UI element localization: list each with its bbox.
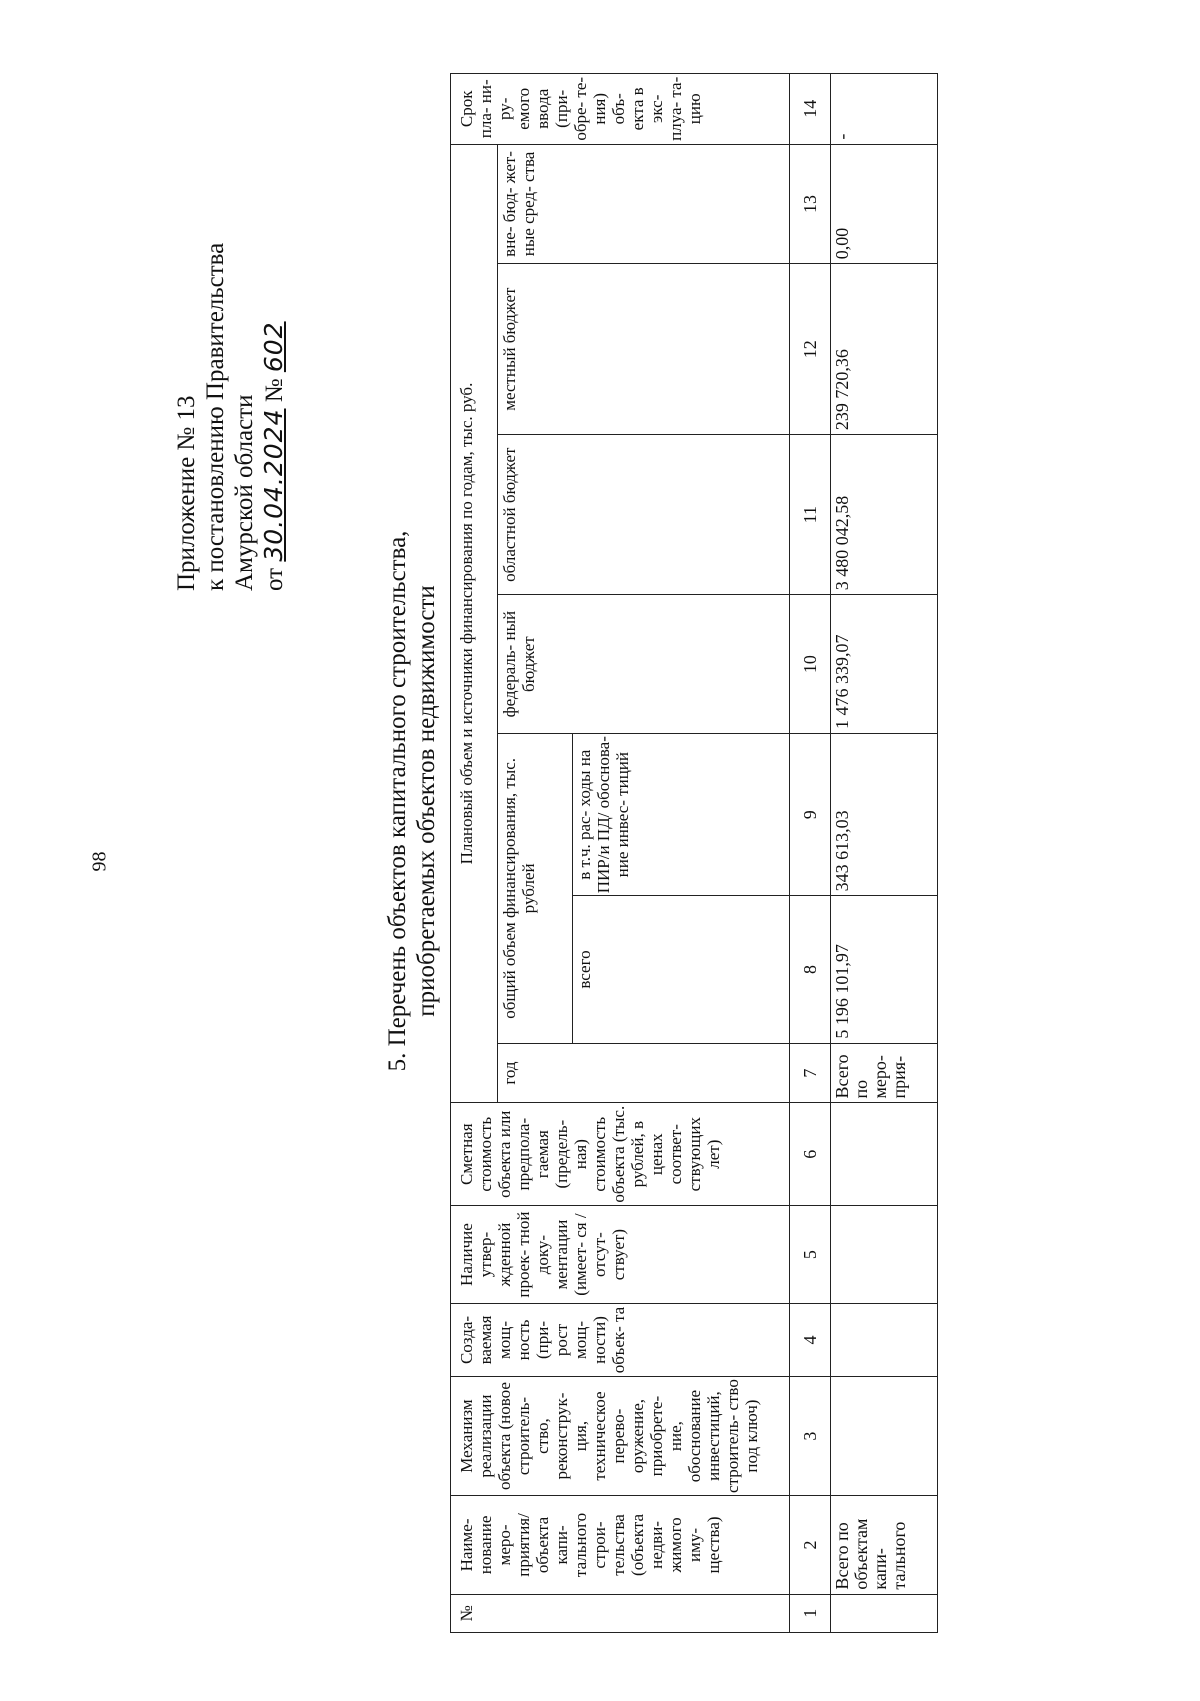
cell-name: Всего по объектам капи- тального <box>831 1496 938 1594</box>
column-number: 10 <box>790 595 831 734</box>
header-row-1 <box>451 74 498 1633</box>
cell-total: 5 196 101,97 <box>831 896 938 1043</box>
handwritten-number: 602 <box>259 321 288 373</box>
cell-local: 239 720,36 <box>831 264 938 435</box>
cell-year: Всего по меро- прия- <box>831 1043 938 1103</box>
section-title <box>383 521 441 1081</box>
appendix-region: Амурской области <box>231 394 258 591</box>
appendix-title: Приложение № 13 <box>173 395 200 591</box>
column-number: 7 <box>790 1043 831 1103</box>
header-local: местный бюджет <box>498 264 790 435</box>
header-financing-group: Плановый объем и источники финансирования по годам, тыс. руб. <box>451 144 498 1103</box>
header-cost: Сметная стоимость объекта или предпола- гаемая (предель- ная) стоимость объекта (тыс. рублей, в ценах соответ- ствующих лет) <box>451 1103 790 1206</box>
header-capacity: Созда- ваемая мощ- ность (при- рост мощ- ности) объек- та <box>451 1304 790 1377</box>
header-mechanism: Механизм реализации объекта (новое строитель- ство, реконструк- ция, техническое перево- оружение, приобрете- ние, обоснование инвестиций, строитель- ство под ключ) <box>451 1376 790 1496</box>
cell-extra: 0,00 <box>831 144 938 264</box>
column-number: 12 <box>790 264 831 435</box>
appendix-block <box>172 243 289 591</box>
cell-cost <box>831 1103 938 1206</box>
column-number: 9 <box>790 734 831 896</box>
column-numbers-row <box>790 74 831 1633</box>
column-number: 6 <box>790 1103 831 1206</box>
header-total-incl: в т.ч. рас- ходы на ПИР/и ПД/ обоснова- ние инвес- тиций <box>573 734 790 896</box>
cell-capacity <box>831 1304 938 1377</box>
cell-regional: 3 480 042,58 <box>831 435 938 595</box>
column-number: 3 <box>790 1376 831 1496</box>
page-number: 98 <box>88 851 111 872</box>
header-docs: Наличие утвер- жденной проек- тной доку- ментации (имеет- ся / отсут- ствует) <box>451 1205 790 1303</box>
date-prefix: от <box>261 567 288 591</box>
section-title-line2: приобретаемых объектов недвижимости <box>413 585 440 1017</box>
header-extra: вне- бюд- жет- ные сред- ства <box>498 144 790 264</box>
number-prefix: № <box>261 378 288 403</box>
appendix-date-line <box>259 243 289 591</box>
column-number: 2 <box>790 1496 831 1594</box>
header-federal: федераль- ный бюджет <box>498 595 790 734</box>
column-number: 11 <box>790 435 831 595</box>
header-year: год <box>498 1043 790 1103</box>
appendix-resolution: к постановлению Правительства <box>202 242 229 591</box>
section-title-line1: 5. Перечень объектов капитального строительства, <box>384 530 411 1072</box>
header-deadline: Срок пла- ни- ру- емого ввода (при- обре- те- ния) объ- екта в экс- плуа- та- цию <box>451 74 790 145</box>
column-number: 8 <box>790 896 831 1043</box>
cell-federal: 1 476 339,07 <box>831 595 938 734</box>
cell-pir: 343 613,03 <box>831 734 938 896</box>
handwritten-date: 30.04.2024 <box>259 408 288 562</box>
header-total-all: всего <box>573 896 790 1043</box>
column-number: 14 <box>790 74 831 145</box>
column-number: 5 <box>790 1205 831 1303</box>
header-number: № <box>451 1594 790 1632</box>
column-number: 1 <box>790 1594 831 1632</box>
cell-deadline: - <box>831 74 938 145</box>
header-name: Наиме- нование меро- приятия/ объекта капи- тального строи- тельства (объекта недви- жимого иму- щества) <box>451 1496 790 1594</box>
header-regional: областной бюджет <box>498 435 790 595</box>
cell-docs <box>831 1205 938 1303</box>
cell-number <box>831 1594 938 1632</box>
cell-mechanism <box>831 1376 938 1496</box>
column-number: 4 <box>790 1304 831 1377</box>
column-number: 13 <box>790 144 831 264</box>
header-total-group: общий объем финансирования, тыс. рублей <box>498 734 573 1044</box>
objects-table <box>450 73 938 1633</box>
objects-table-wrap <box>450 73 938 1633</box>
table-row <box>831 74 938 1633</box>
